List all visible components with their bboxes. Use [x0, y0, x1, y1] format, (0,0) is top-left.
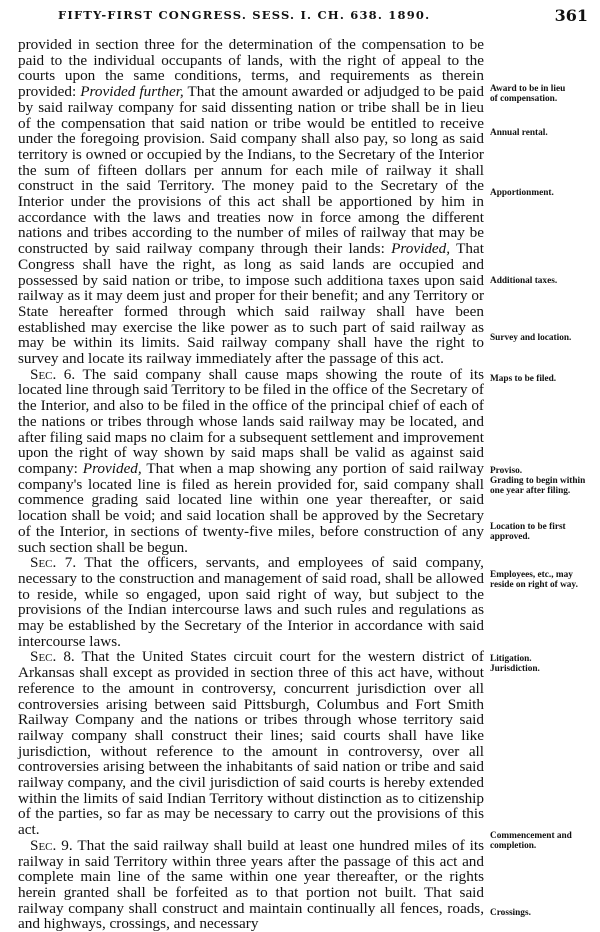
section-label: Sec. 8. — [30, 648, 75, 666]
margin-note-maps — [490, 374, 594, 384]
section-7 — [18, 555, 484, 649]
text-run: That the amount awarded or adjudged to be paid by said railway company for said dissenting nation or tribe shall be in lieu of the compensation that said nation or tribe would be entitled to receive under the foregoing provision. Said company shall also pay, so long as said territory is owned or occupied by the Indians, to the Secretary of the Interior the sum of fifteen dollars per annum for each mile of railway it shall construct in the said Territory. The money paid to the Secretary of the Interior under the provisions of this act shall be apportioned by him in accordance with the laws and treaties now in force among the different nations and tribes according to the number of miles of railway that may be constructed by said railway company through their lands: — [18, 83, 484, 258]
margin-note-line: of compensation. — [490, 94, 558, 104]
margin-note-line: Annual rental. — [490, 128, 548, 138]
margin-note-award — [490, 84, 594, 104]
margin-note-location — [490, 522, 594, 542]
margin-note-line: Litigation. — [490, 654, 532, 664]
margin-note-line: Crossings. — [490, 908, 531, 918]
margin-note-line: Award to be in lieu — [490, 84, 566, 94]
margin-note-employees — [490, 570, 594, 590]
margin-note-line: Jurisdiction. — [490, 664, 540, 674]
margin-note-line: Grading to begin within one year after filing. — [490, 476, 586, 496]
margin-note-line: Maps to be filed. — [490, 374, 557, 384]
text-run: The said company shall cause maps showing the route of its located line through said Territory to be filed in the office of the Secretary of the Interior, and also to be filed in the office of the principal chief of each of the nations or tribes through whose lands said railway may be located, and after filing said maps no claim for a subsequent settlement and improvement upon the right of way shown by said maps shall be valid as against said company: — [18, 365, 484, 477]
margin-note-proviso — [490, 466, 594, 496]
margin-note-line: Proviso. — [490, 466, 523, 476]
margin-note-line: Apportionment. — [490, 188, 554, 198]
paragraph-continued — [18, 37, 484, 367]
margin-note-commencement — [490, 831, 594, 851]
running-head: FIFTY-FIRST CONGRESS. SESS. I. CH. 638. 1890. — [58, 8, 431, 22]
margin-note-litigation — [490, 654, 594, 674]
text-run: That the officers, servants, and employees of said company, necessary to the construction and management of said road, shall be allowed to reside, while so engaged, upon said right of way, but subject to the provisions of the Indian intercourse laws and such rules and regulations as may be established by the Secretary of the Interior in accordance with said intercourse laws. — [18, 554, 484, 650]
margin-note-line: Employees, etc., may reside on right of way. — [490, 570, 578, 590]
margin-note-additional-taxes — [490, 276, 594, 286]
margin-note-annual-rental — [490, 128, 594, 138]
text-run: That the said railway shall build at least one hundred miles of its railway in said Territory within three years after the passage of this act and complete main line of the same within one year thereafter, or the rights herein granted shall be forfeited as to that portion not built. That said railway company shall construct and maintain continually all fences, roads, and highways, crossings, and necessary — [18, 836, 484, 932]
margin-note-line: Survey and location. — [490, 333, 572, 343]
page-header — [18, 6, 592, 28]
text-run: That when a map showing any portion of said railway company's located line is filed as herein provided for, said company shall commence grading said located line within one year thereafter, or said location shall be void; and said location shall be approved by the Secretary of the Interior, in sections of twenty-five miles, before construction of any such section shall be begun. — [18, 459, 484, 556]
section-8 — [18, 649, 484, 837]
margin-note-line: Additional taxes. — [490, 276, 558, 286]
section-6 — [18, 367, 484, 555]
proviso-italic: Provided, — [391, 240, 451, 258]
text-run: That Congress shall have the right, as long as said lands are occupied and possessed by said nation or tribe, to impose such additiona taxes upon said railway as it may deem just and proper for their benefit; and any Territory or State hereafter formed through which said railway shall have been established may exercise the like power as to such part of said railway as may be within its limits. Said railway company shall have the right to survey and locate its railway immediately after the passage of this act. — [18, 240, 484, 368]
text-run: provided in section three for the determination of the compensation to be paid to the individual occupants of lands, with the right of appeal to the courts upon the same conditions, terms, and requirements as therein provided: — [18, 36, 484, 101]
margin-note-crossings — [490, 908, 594, 918]
section-label: Sec. 6. — [30, 365, 76, 383]
page-number: 361 — [554, 6, 588, 25]
margin-note-line: Commencement and completion. — [490, 831, 572, 851]
margin-note-survey — [490, 333, 594, 343]
section-label: Sec. 7. — [30, 554, 77, 572]
text-run: That the United States circuit court for the western district of Arkansas shall except as provided in section three of this act have, without reference to the amount in controversy, concurrent jurisdiction over all controversies arising between said Pittsburgh, Columbus and Fort Smith Railway Company and the nations or tribes through whose territory said railway company shall construct their lines; said courts shall have like jurisdiction, without reference to the amount in controversy, over all controversies arising between the inhabitants of said nation or tribe and said railway company, and the civil jurisdiction of said courts is hereby extended within the limits of said Indian Territory without distinction as to citizenship of the parties, so far as may be necessary to carry out the provisions of this act. — [18, 648, 484, 839]
margin-note-apportionment — [490, 188, 594, 198]
proviso-italic: Provided, — [82, 459, 142, 477]
main-text — [18, 37, 484, 932]
proviso-italic: Provided further, — [80, 83, 184, 101]
section-9 — [18, 838, 484, 932]
margin-note-line: Location to be first approved. — [490, 522, 566, 542]
section-label: Sec. 9. — [30, 836, 73, 854]
